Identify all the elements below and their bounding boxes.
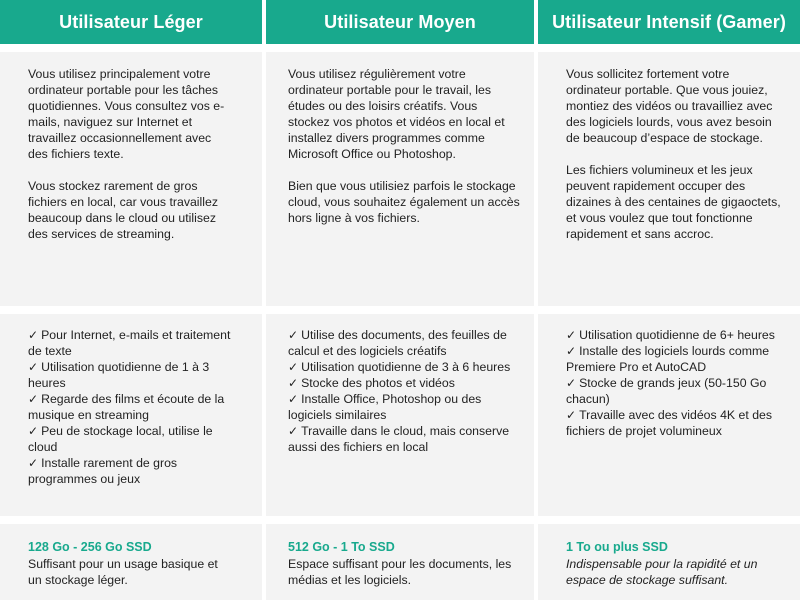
check-icon: ✓	[28, 424, 39, 438]
feature-item: ✓ Utilisation quotidienne de 3 à 6 heures	[288, 360, 511, 374]
feature-item: ✓ Travaille dans le cloud, mais conserve aussi des fichiers en local	[288, 424, 510, 454]
check-icon: ✓	[288, 328, 299, 342]
feature-item: ✓ Installe des logiciels lourds comme Premiere Pro et AutoCAD	[566, 344, 770, 374]
storage-note: Espace suffisant pour les documents, les médias et les logiciels.	[288, 557, 512, 587]
column-header: Utilisateur Moyen	[266, 0, 534, 44]
check-icon: ✓	[566, 376, 577, 390]
description-paragraph: Bien que vous utilisiez parfois le stockage cloud, vous souhaitez également un accès hors ligne à vos fichiers.	[288, 179, 520, 225]
check-icon: ✓	[28, 328, 39, 342]
description-paragraph: Vous utilisez principalement votre ordinateur portable pour les tâches quotidiennes. Vous consultez vos e-mails, naviguez sur Internet et travaillez occasionnellement avec des fichiers texte.	[28, 67, 225, 161]
storage-note: Indispensable pour la rapidité et un espace de stockage suffisant.	[566, 557, 758, 587]
check-icon: ✓	[288, 360, 299, 374]
check-icon: ✓	[288, 376, 299, 390]
check-icon: ✓	[288, 424, 299, 438]
feature-item: ✓ Utilisation quotidienne de 1 à 3 heures	[28, 360, 210, 390]
feature-item: ✓ Pour Internet, e-mails et traitement de texte	[28, 328, 231, 358]
storage-recommendation: 1 To ou plus SSD	[566, 540, 668, 554]
feature-item: ✓ Utilisation quotidienne de 6+ heures	[566, 328, 775, 342]
feature-item: ✓ Regarde des films et écoute de la musique en streaming	[28, 392, 225, 422]
storage-note: Suffisant pour un usage basique et un stockage léger.	[28, 557, 218, 587]
column-header: Utilisateur Intensif (Gamer)	[538, 0, 800, 44]
feature-item: ✓ Stocke de grands jeux (50-150 Go chacun)	[566, 376, 767, 406]
check-icon: ✓	[28, 456, 39, 470]
column-power-user	[538, 0, 800, 600]
column-header: Utilisateur Léger	[0, 0, 262, 44]
description-paragraph: Vous utilisez régulièrement votre ordinateur portable pour le travail, les études ou des loisirs créatifs. Vous stockez vos photos et vidéos en local et installez divers programmes comme Microsoft Office ou Photoshop.	[288, 67, 505, 161]
storage-panel	[538, 524, 800, 600]
column-light-user	[0, 0, 262, 600]
check-icon: ✓	[28, 360, 39, 374]
storage-recommendation: 128 Go - 256 Go SSD	[28, 540, 152, 554]
features-panel	[0, 314, 262, 516]
feature-item: ✓ Installe Office, Photoshop ou des logiciels similaires	[288, 392, 482, 422]
column-medium-user	[266, 0, 534, 600]
check-icon: ✓	[566, 344, 577, 358]
storage-panel	[0, 524, 262, 600]
description-paragraph: Vous stockez rarement de gros fichiers en local, car vous travaillez beaucoup dans le cloud ou utilisez des services de streaming.	[28, 179, 218, 241]
feature-item: ✓ Stocke des photos et vidéos	[288, 376, 455, 390]
feature-item: ✓ Travaille avec des vidéos 4K et des fichiers de projet volumineux	[566, 408, 773, 438]
storage-recommendation: 512 Go - 1 To SSD	[288, 540, 395, 554]
description-paragraph: Vous sollicitez fortement votre ordinateur portable. Que vous jouiez, montiez des vidéos ou travailliez avec des logiciels lourds, vous avez besoin de beaucoup d’espace de stockage.	[566, 67, 773, 145]
description-panel	[266, 52, 534, 306]
description-panel	[538, 52, 800, 306]
features-panel	[538, 314, 800, 516]
check-icon: ✓	[288, 392, 299, 406]
check-icon: ✓	[566, 328, 577, 342]
description-paragraph: Les fichiers volumineux et les jeux peuvent rapidement occuper des dizaines à des centaines de gigaoctets, et vous voulez que tout fonctionne rapidement et sans accroc.	[566, 163, 781, 241]
feature-item: ✓ Peu de stockage local, utilise le cloud	[28, 424, 213, 454]
check-icon: ✓	[28, 392, 39, 406]
features-panel	[266, 314, 534, 516]
feature-item: ✓ Installe rarement de gros programmes ou jeux	[28, 456, 178, 486]
description-panel	[0, 52, 262, 306]
feature-item: ✓ Utilise des documents, des feuilles de calcul et des logiciels créatifs	[288, 328, 507, 358]
storage-panel	[266, 524, 534, 600]
check-icon: ✓	[566, 408, 577, 422]
